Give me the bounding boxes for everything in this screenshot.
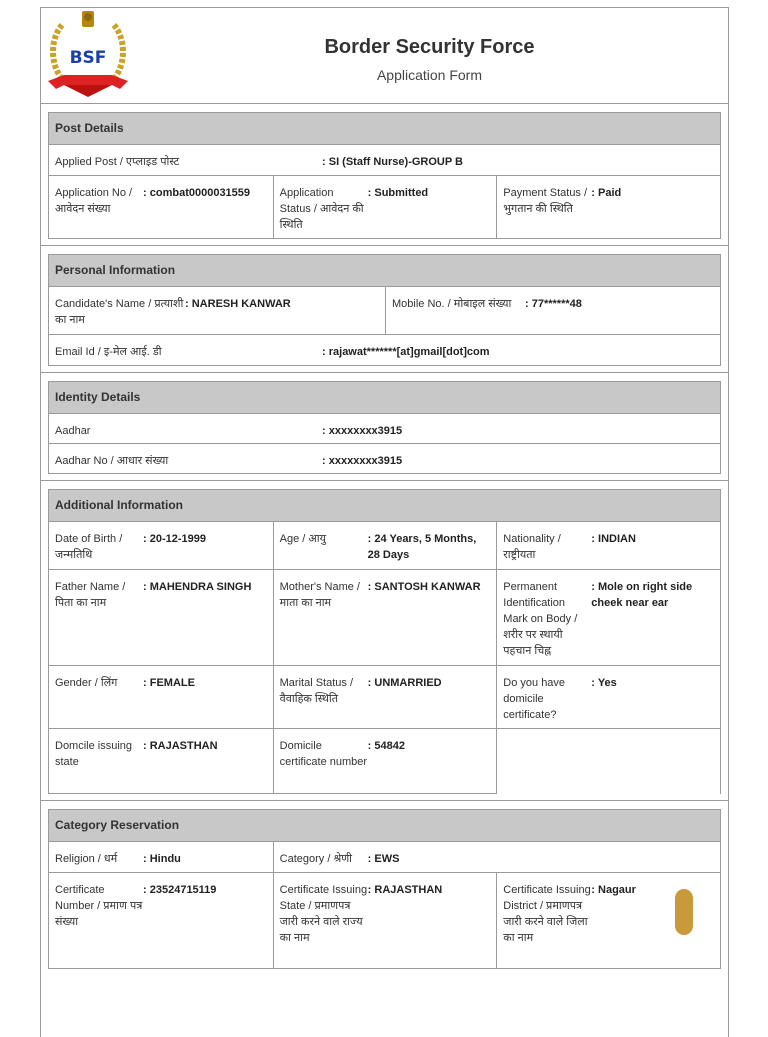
religion-label: Religion / धर्म [55,853,118,865]
dob-label: Date of Birth / जन्मतिथि [55,533,123,561]
table-row [48,176,721,239]
dob-cell [49,522,273,569]
mother-name-label: Mother's Name / माता का नाम [279,581,360,609]
certificate-number-label: Certificate Number / प्रमाण पत्र संख्या [55,884,143,928]
application-status-label: Application Status / आवेदन की स्थिति [279,187,364,231]
empty-cell [496,842,720,872]
identity-details-heading: Identity Details [48,381,721,414]
email-label: Email Id / इ-मेल आई. डी [55,346,162,358]
mother-name-cell [273,570,497,665]
gender-cell [49,666,273,728]
identification-mark-cell [496,570,720,665]
religion-cell [49,842,273,872]
mother-name-value: : SANTOSH KANWAR [368,579,481,659]
application-status-value: : Submitted [368,185,429,232]
mobile-no-value: : 77******48 [525,296,582,328]
gender-value: : FEMALE [143,675,195,722]
table-row [48,145,721,176]
table-row [48,335,721,366]
candidate-name-cell [49,287,385,334]
mobile-no-cell [385,287,720,334]
certificate-number-cell [49,873,273,968]
dob-value: : 20-12-1999 [143,531,206,563]
domicile-certificate-value: : Yes [591,675,617,722]
table-row [48,287,721,335]
payment-status-cell [496,176,720,238]
certificate-number-value: : 23524715119 [143,882,216,962]
category-value: : EWS [368,851,400,866]
scrollbar-thumb[interactable] [675,889,693,935]
application-status-cell [273,176,497,238]
father-name-cell [49,570,273,665]
application-form-page [40,7,729,1037]
applied-post-cell [49,145,720,175]
father-name-label: Father Name / पिता का नाम [55,581,126,609]
application-no-label: Application No / आवेदन संख्या [55,187,133,215]
certificate-state-value: : RAJASTHAN [368,882,443,962]
applied-post-label: Applied Post / एप्लाइड पोस्ट [55,156,180,168]
identity-details-section [41,373,728,481]
page-subtitle: Application Form [376,67,483,83]
aadhar-no-label: Aadhar No / आधार संख्या [55,455,169,467]
payment-status-label: Payment Status / भुगतान की स्थिति [503,187,588,215]
additional-info-heading: Additional Information [48,489,721,522]
age-cell [273,522,497,569]
email-cell [49,335,720,365]
table-row [48,414,721,444]
category-reservation-heading: Category Reservation [48,809,721,842]
nationality-label: Nationality / राष्ट्रीयता [503,533,561,561]
domicile-number-label: Domicile certificate number [279,740,368,768]
mobile-no-label: Mobile No. / मोबाइल संख्या [392,298,512,310]
page-title: Border Security Force [324,36,535,58]
table-row [48,522,721,570]
application-no-cell [49,176,273,238]
empty-cell [496,729,720,794]
marital-status-label: Marital Status / वैवाहिक स्थिति [279,677,353,705]
certificate-state-cell [273,873,497,968]
category-reservation-section [41,801,728,975]
aadhar-cell [49,414,720,443]
payment-status-value: : Paid [591,185,621,232]
identification-mark-value: : Mole on right side cheek near ear [591,579,714,659]
post-details-section [41,104,728,246]
email-value: : rajawat*******[at]gmail[dot]com [322,344,490,359]
table-row [48,842,721,873]
age-value: : 24 Years, 5 Months, 28 Days [368,531,491,563]
applied-post-value: : SI (Staff Nurse)-GROUP B [322,154,463,169]
category-cell [273,842,497,872]
age-label: Age / आयु [279,533,327,545]
aadhar-label: Aadhar [55,425,91,437]
additional-info-section [41,481,728,801]
post-details-heading: Post Details [48,112,721,145]
certificate-district-label: Certificate Issuing District / प्रमाणपत्र जारी करने वाले जिला का नाम [503,884,591,944]
domicile-state-label: Domcile issuing state [55,740,133,768]
domicile-certificate-cell [496,666,720,728]
marital-status-cell [273,666,497,728]
domicile-number-value: : 54842 [368,738,405,787]
domicile-certificate-label: Do you have domicile certificate? [503,677,566,721]
domicile-number-cell [273,729,497,794]
religion-value: : Hindu [143,851,181,866]
table-row [48,666,721,729]
candidate-name-label: Candidate's Name / प्रत्याशी का नाम [55,298,184,326]
aadhar-value: : xxxxxxxx3915 [322,423,402,437]
application-no-value: : combat0000031559 [143,185,250,232]
nationality-value: : INDIAN [591,531,636,563]
table-row [48,873,721,969]
certificate-state-label: Certificate Issuing State / प्रमाणपत्र जारी करने वाले राज्य का नाम [279,884,368,944]
logo-bsf-text: BSF [69,48,107,68]
aadhar-no-value: : xxxxxxxx3915 [322,453,402,467]
candidate-name-value: : NARESH KANWAR [185,296,291,328]
category-label: Category / श्रेणी [279,853,353,865]
personal-info-section [41,246,728,373]
gender-label: Gender / लिंग [55,677,118,689]
aadhar-no-cell [49,444,720,473]
nationality-cell [496,522,720,569]
table-row [48,444,721,474]
table-row [48,570,721,666]
table-row [48,729,721,794]
father-name-value: : MAHENDRA SINGH [143,579,251,659]
marital-status-value: : UNMARRIED [368,675,442,722]
domicile-state-cell [49,729,273,794]
personal-info-heading: Personal Information [48,254,721,287]
domicile-state-value: : RAJASTHAN [143,738,218,787]
certificate-district-value: : Nagaur [591,882,636,962]
form-header [41,8,728,104]
identification-mark-label: Permanent Identification Mark on Body / शरीर पर स्थायी पहचान चिह्न [503,581,578,657]
